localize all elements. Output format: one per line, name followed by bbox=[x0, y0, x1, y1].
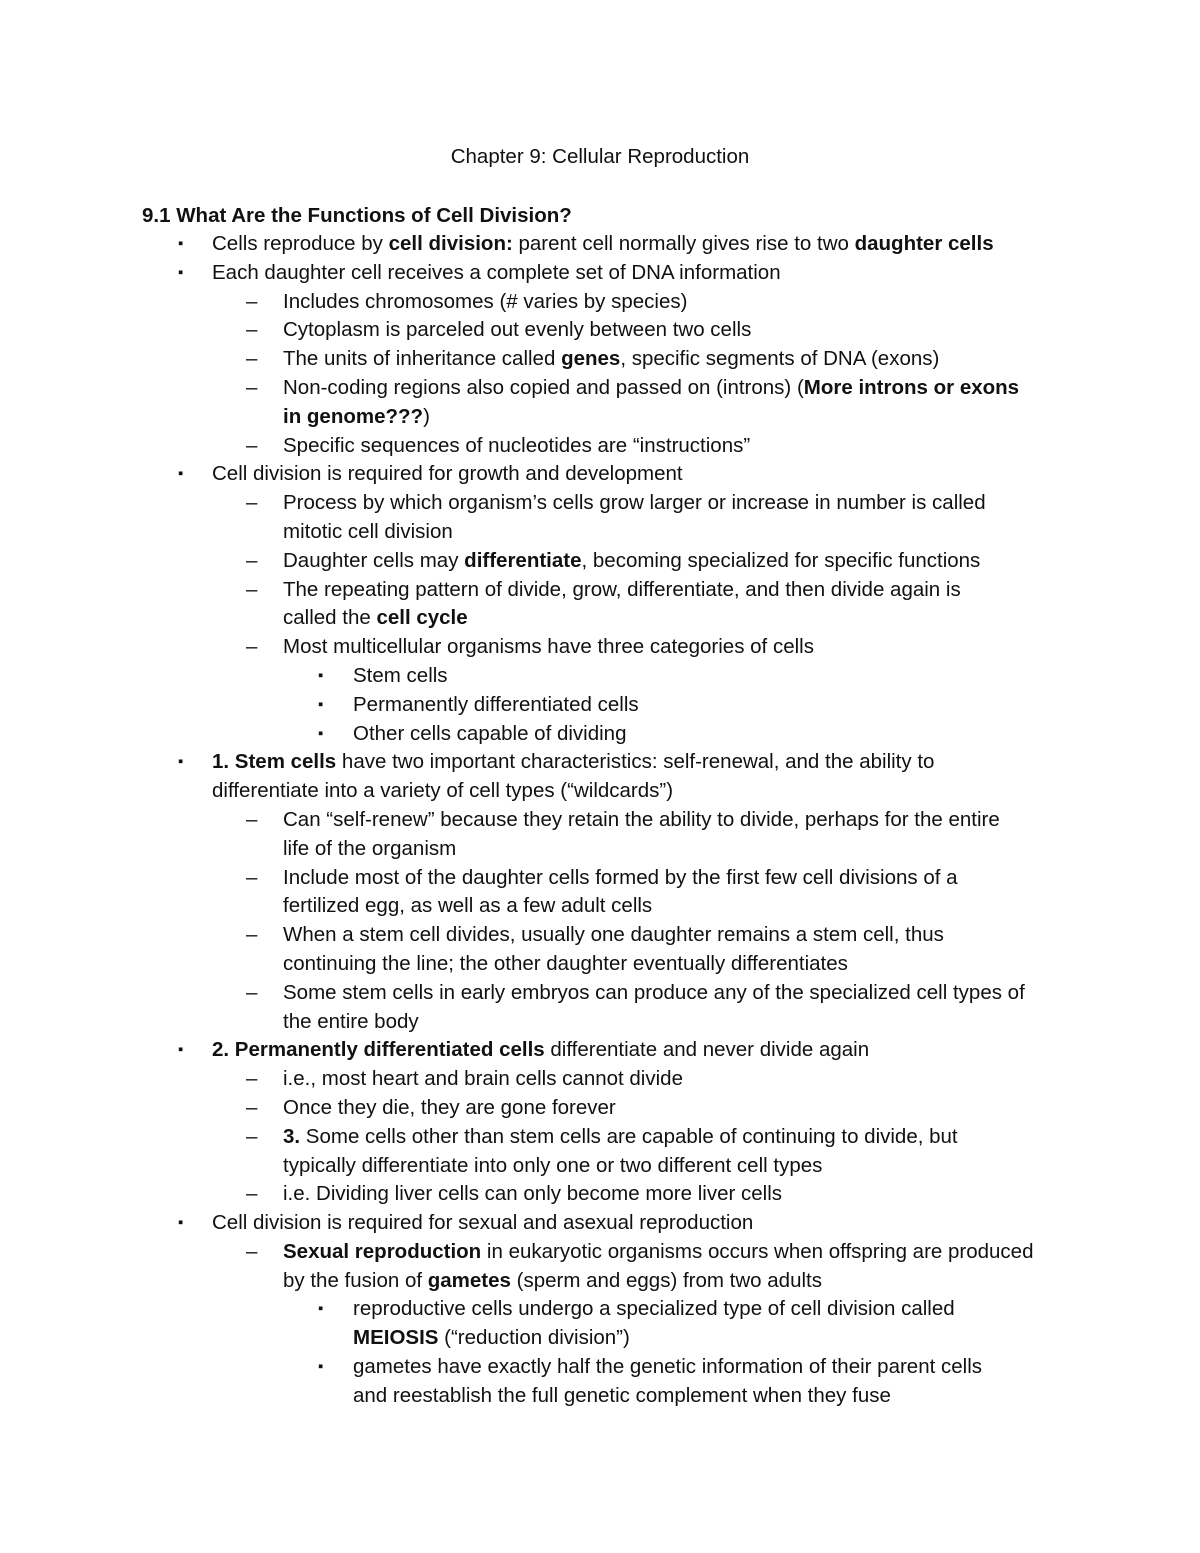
line-text bbox=[212, 1209, 753, 1238]
bold-term: 2. Permanently differentiated cells bbox=[212, 1038, 545, 1062]
text-run: mitotic cell division bbox=[283, 519, 453, 543]
outline-line bbox=[0, 1123, 1200, 1152]
square-bullet-icon: ▪ bbox=[178, 263, 184, 281]
line-text bbox=[283, 1065, 683, 1094]
dash-bullet-icon: – bbox=[246, 318, 258, 342]
outline-line bbox=[0, 1238, 1200, 1267]
outline-line bbox=[0, 979, 1200, 1008]
line-text bbox=[353, 691, 639, 720]
outline-line bbox=[0, 1353, 1200, 1382]
text-run: Other cells capable of dividing bbox=[353, 721, 627, 745]
bold-term: daughter cells bbox=[854, 232, 994, 255]
square-bullet-icon: ▪ bbox=[318, 1300, 324, 1318]
outline-line bbox=[0, 1295, 1200, 1324]
text-run: typically differentiate into only one or two different cell types bbox=[283, 1153, 823, 1177]
bold-term: in genome??? bbox=[283, 404, 424, 428]
line-text bbox=[283, 806, 1000, 835]
line-text bbox=[283, 547, 980, 576]
line-text bbox=[283, 979, 1025, 1008]
text-run: Specific sequences of nucleotides are “instructions” bbox=[283, 433, 751, 457]
text-run: (“reduction division”) bbox=[438, 1326, 630, 1350]
line-text bbox=[283, 864, 958, 893]
text-run: fertilized egg, as well as a few adult cells bbox=[283, 894, 653, 918]
text-run: gametes have exactly half the genetic information of their parent cells bbox=[353, 1355, 983, 1379]
text-run: and reestablish the full genetic complement when they fuse bbox=[353, 1383, 891, 1407]
square-bullet-icon: ▪ bbox=[178, 235, 184, 252]
line-text bbox=[283, 892, 652, 921]
line-text bbox=[283, 633, 814, 662]
outline-line bbox=[0, 864, 1200, 893]
text-run: Cell division is required for growth and development bbox=[212, 462, 683, 486]
outline-line bbox=[0, 288, 1200, 317]
line-text bbox=[212, 230, 994, 259]
outline-line bbox=[0, 489, 1200, 518]
text-run: Some cells other than stem cells are capable of continuing to divide, but bbox=[300, 1124, 958, 1148]
bold-term: cell division: bbox=[388, 232, 513, 255]
dash-bullet-icon: – bbox=[246, 577, 258, 601]
bold-term: genes bbox=[561, 347, 621, 371]
square-bullet-icon: ▪ bbox=[318, 724, 324, 742]
square-bullet-icon: ▪ bbox=[318, 695, 324, 713]
bold-term: MEIOSIS bbox=[353, 1326, 439, 1350]
line-text bbox=[283, 432, 750, 461]
text-run: i.e. Dividing liver cells can only become more liver cells bbox=[283, 1182, 783, 1206]
line-text bbox=[353, 1295, 955, 1324]
line-text bbox=[283, 1094, 616, 1123]
page-title: Chapter 9: Cellular Reproduction bbox=[450, 145, 750, 168]
text-run: Some stem cells in early embryos can produce any of the specialized cell types of bbox=[283, 980, 1025, 1004]
outline-line bbox=[0, 1008, 1200, 1037]
line-text bbox=[283, 518, 453, 547]
bold-term: gametes bbox=[427, 1268, 511, 1292]
outline-line bbox=[0, 259, 1200, 288]
outline-line bbox=[0, 691, 1200, 720]
line-text bbox=[353, 720, 627, 749]
text-run: called the bbox=[283, 606, 377, 630]
outline-line bbox=[0, 1267, 1200, 1296]
bold-term: cell cycle bbox=[376, 606, 468, 630]
outline-line bbox=[0, 633, 1200, 662]
dash-bullet-icon: – bbox=[246, 865, 258, 889]
outline-line bbox=[0, 1065, 1200, 1094]
dash-bullet-icon: – bbox=[246, 1239, 258, 1263]
square-bullet-icon: ▪ bbox=[318, 666, 324, 684]
square-bullet-icon: ▪ bbox=[178, 1041, 184, 1059]
text-run: differentiate and never divide again bbox=[544, 1038, 870, 1062]
outline-line bbox=[0, 1209, 1200, 1238]
text-run: in eukaryotic organisms occurs when offspring are produced bbox=[481, 1239, 1034, 1263]
outline-line bbox=[0, 748, 1200, 777]
bold-term: 1. Stem cells bbox=[212, 750, 337, 774]
text-run: The units of inheritance called bbox=[283, 347, 562, 371]
bold-term: differentiate bbox=[464, 548, 582, 572]
dash-bullet-icon: – bbox=[246, 433, 258, 457]
outline-line bbox=[0, 345, 1200, 374]
outline-line bbox=[0, 1180, 1200, 1209]
text-run: Each daughter cell receives a complete set of DNA information bbox=[212, 260, 781, 284]
text-run: Permanently differentiated cells bbox=[353, 692, 639, 716]
line-text bbox=[353, 662, 448, 691]
outline-line bbox=[0, 950, 1200, 979]
outline-line bbox=[0, 1324, 1200, 1353]
line-text bbox=[283, 489, 986, 518]
section-heading: 9.1 What Are the Functions of Cell Division? bbox=[142, 204, 572, 227]
outline-line bbox=[0, 835, 1200, 864]
text-run: have two important characteristics: self-renewal, and the ability to bbox=[336, 750, 935, 774]
line-text bbox=[283, 316, 751, 345]
line-text bbox=[212, 259, 781, 288]
text-run: The repeating pattern of divide, grow, differentiate, and then divide again is bbox=[283, 577, 961, 601]
line-text bbox=[283, 1008, 419, 1037]
outline-line bbox=[0, 576, 1200, 605]
outline-line bbox=[0, 1382, 1200, 1411]
text-run: Cytoplasm is parceled out evenly between two cells bbox=[283, 318, 752, 342]
line-text bbox=[353, 1353, 982, 1382]
outline-line bbox=[0, 1152, 1200, 1181]
line-text bbox=[283, 950, 848, 979]
dash-bullet-icon: – bbox=[246, 923, 258, 947]
line-text bbox=[283, 1180, 782, 1209]
outline-line bbox=[0, 432, 1200, 461]
square-bullet-icon: ▪ bbox=[178, 1214, 184, 1232]
line-text bbox=[283, 1238, 1034, 1267]
line-text bbox=[353, 1324, 630, 1353]
line-text bbox=[353, 1382, 891, 1411]
dash-bullet-icon: – bbox=[246, 807, 258, 831]
line-text bbox=[283, 374, 1019, 403]
outline-line bbox=[0, 921, 1200, 950]
dash-bullet-icon: – bbox=[246, 548, 258, 572]
outline-line bbox=[0, 777, 1200, 806]
text-run: Stem cells bbox=[353, 663, 448, 687]
outline-line bbox=[0, 316, 1200, 345]
line-text bbox=[283, 1267, 822, 1296]
outline-line bbox=[0, 547, 1200, 576]
text-run: Includes chromosomes (# varies by species) bbox=[283, 289, 688, 313]
text-run: Most multicellular organisms have three categories of cells bbox=[283, 635, 814, 659]
dash-bullet-icon: – bbox=[246, 1182, 258, 1206]
bold-term: More introns or exons bbox=[803, 375, 1020, 399]
bold-term: Sexual reproduction bbox=[283, 1239, 482, 1263]
line-text bbox=[283, 1123, 958, 1152]
text-run: When a stem cell divides, usually one daughter remains a stem cell, thus bbox=[283, 923, 944, 947]
outline-line bbox=[0, 892, 1200, 921]
text-run: Non-coding regions also copied and passed on (introns) ( bbox=[283, 375, 804, 399]
outline-line bbox=[0, 230, 1200, 259]
text-run: ) bbox=[423, 404, 430, 428]
outline-line bbox=[0, 1094, 1200, 1123]
text-run: Process by which organism’s cells grow larger or increase in number is called bbox=[283, 491, 986, 515]
outline-line bbox=[0, 720, 1200, 749]
text-run: Once they die, they are gone forever bbox=[283, 1095, 616, 1119]
line-text bbox=[283, 921, 944, 950]
square-bullet-icon: ▪ bbox=[318, 1358, 324, 1376]
square-bullet-icon: ▪ bbox=[178, 465, 184, 483]
outline-line bbox=[0, 460, 1200, 489]
text-run: reproductive cells undergo a specialized type of cell division called bbox=[353, 1297, 955, 1321]
bold-term: 3. bbox=[283, 1124, 301, 1148]
text-run: differentiate into a variety of cell types (“wildcards”) bbox=[212, 779, 674, 803]
dash-bullet-icon: – bbox=[246, 375, 258, 399]
outline-line bbox=[0, 403, 1200, 432]
text-run: Can “self-renew” because they retain the ability to divide, perhaps for the entire bbox=[283, 807, 1000, 831]
dash-bullet-icon: – bbox=[246, 1067, 258, 1091]
text-run: the entire body bbox=[283, 1009, 419, 1033]
outline bbox=[0, 230, 1200, 1411]
text-run: , becoming specialized for specific functions bbox=[581, 548, 981, 572]
square-bullet-icon: ▪ bbox=[178, 753, 184, 771]
outline-line bbox=[0, 604, 1200, 633]
dash-bullet-icon: – bbox=[246, 1124, 258, 1148]
text-run: i.e., most heart and brain cells cannot divide bbox=[283, 1067, 683, 1091]
line-text bbox=[283, 1152, 822, 1181]
text-run: Cell division is required for sexual and asexual reproduction bbox=[212, 1211, 754, 1235]
line-text bbox=[212, 1036, 869, 1065]
line-text bbox=[283, 604, 468, 633]
outline-line bbox=[0, 1036, 1200, 1065]
line-text bbox=[212, 777, 673, 806]
text-run: parent cell normally gives rise to two bbox=[512, 232, 855, 255]
line-text bbox=[283, 288, 687, 317]
text-run: Daughter cells may bbox=[283, 548, 465, 572]
line-text bbox=[283, 576, 961, 605]
line-text bbox=[283, 345, 939, 374]
dash-bullet-icon: – bbox=[246, 289, 258, 313]
text-run: , specific segments of DNA (exons) bbox=[620, 347, 940, 371]
text-run: Cells reproduce by bbox=[212, 232, 389, 255]
dash-bullet-icon: – bbox=[246, 635, 258, 659]
line-text bbox=[212, 460, 683, 489]
dash-bullet-icon: – bbox=[246, 347, 258, 371]
dash-bullet-icon: – bbox=[246, 980, 258, 1004]
outline-line bbox=[0, 518, 1200, 547]
text-run: Include most of the daughter cells formed by the first few cell divisions of a bbox=[283, 865, 958, 889]
outline-line bbox=[0, 662, 1200, 691]
text-run: life of the organism bbox=[283, 836, 457, 860]
dash-bullet-icon: – bbox=[246, 1095, 258, 1119]
outline-line bbox=[0, 806, 1200, 835]
text-run: (sperm and eggs) from two adults bbox=[510, 1268, 822, 1292]
outline-line bbox=[0, 374, 1200, 403]
line-text bbox=[212, 748, 934, 777]
text-run: continuing the line; the other daughter eventually differentiates bbox=[283, 951, 848, 975]
line-text bbox=[283, 835, 456, 864]
line-text bbox=[283, 403, 430, 432]
text-run: by the fusion of bbox=[283, 1268, 428, 1292]
dash-bullet-icon: – bbox=[246, 491, 258, 515]
